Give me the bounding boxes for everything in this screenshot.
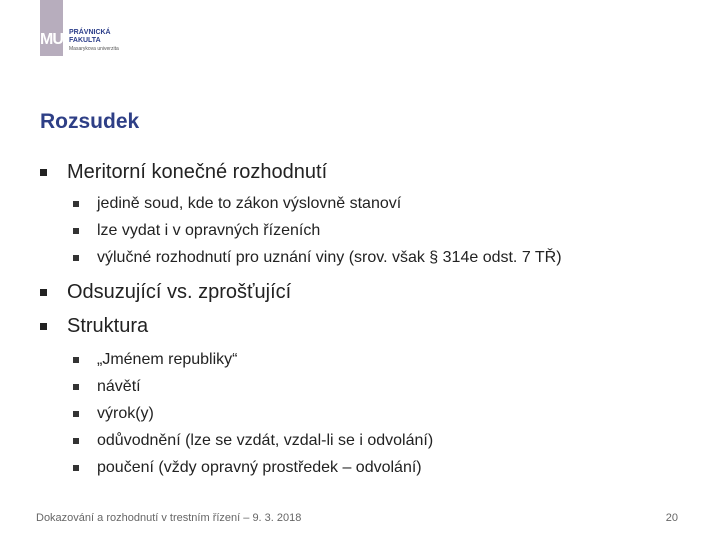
bullet-text: Meritorní konečné rozhodnutí [67,161,328,183]
sub-bullet [40,248,680,268]
slide-content [40,160,680,478]
sub-bullet-text: poučení (vždy opravný prostředek – odvolání) [97,459,422,476]
logo-mark: MU [40,31,63,48]
sub-bullet [40,350,680,370]
square-bullet-icon [73,411,79,417]
square-bullet-icon [40,169,47,176]
bullet-meritorni [40,160,680,184]
sub-bullet-text: výlučné rozhodnutí pro uznání viny (srov. však § 314e odst. 7 TŘ) [97,249,562,266]
sub-bullet-text: „Jménem republiky“ [97,351,238,368]
logo-line-1: PRÁVNICKÁ [69,29,111,36]
logo-text [69,29,209,53]
sub-bullet-text: návětí [97,378,141,395]
bullet-odsuzujici [40,280,680,304]
square-bullet-icon [40,323,47,330]
logo-line-3: Masarykova univerzita [69,46,119,52]
bullet-struktura [40,314,680,338]
sub-bullet-text: lze vydat i v opravných řízeních [97,222,321,239]
bullet-text: Struktura [67,315,149,337]
sub-bullet [40,404,680,424]
sub-bullet [40,458,680,478]
sub-bullet-text: výrok(y) [97,405,154,422]
slide-title: Rozsudek [40,110,140,133]
logo-bar [40,0,63,56]
square-bullet-icon [73,384,79,390]
square-bullet-icon [73,465,79,471]
sub-bullet [40,431,680,451]
bullet-text: Odsuzující vs. zprošťující [67,281,292,303]
sub-bullet [40,221,680,241]
footer-text: Dokazování a rozhodnutí v trestním řízení – 9. 3. 2018 [36,512,302,524]
sub-bullet [40,194,680,214]
square-bullet-icon [73,255,79,261]
logo-line-2: FAKULTA [69,37,101,44]
page-number: 20 [665,512,678,524]
square-bullet-icon [73,438,79,444]
square-bullet-icon [40,289,47,296]
square-bullet-icon [73,357,79,363]
sub-bullet [40,377,680,397]
square-bullet-icon [73,228,79,234]
sub-bullet-text: odůvodnění (lze se vzdát, vzdal-li se i odvolání) [97,432,434,449]
sub-bullet-text: jedině soud, kde to zákon výslovně stanoví [97,195,402,212]
square-bullet-icon [73,201,79,207]
